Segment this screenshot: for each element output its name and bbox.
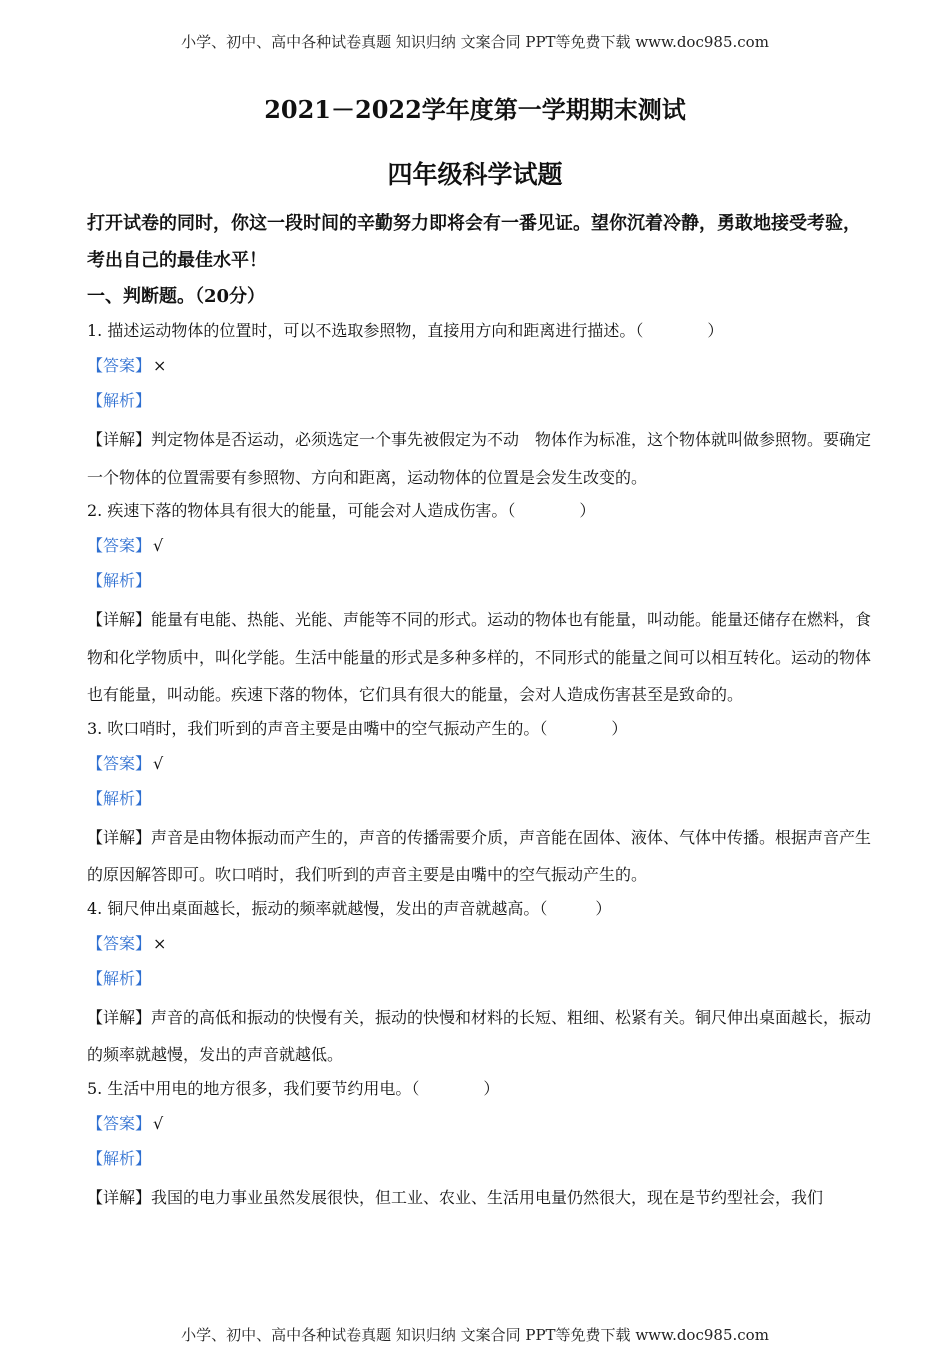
detail-4 (87, 999, 872, 1074)
question-3: 3. 吹口哨时，我们听到的声音主要是由嘴中的空气振动产生的。（ ） (87, 718, 628, 738)
answer-5 (87, 1109, 872, 1144)
answer-2 (87, 531, 872, 566)
question-4: 4. 铜尺伸出桌面越长，振动的频率就越慢，发出的声音就越高。（ ） (87, 898, 612, 918)
answer-mark: √ (153, 753, 164, 773)
answer-4 (87, 929, 872, 964)
analysis-label: 【解析】 (87, 391, 152, 410)
answer-mark: √ (153, 536, 164, 555)
detail-text: 声音的高低和振动的快慢有关，振动的快慢和材料的长短、粗细、松紧有关。铜尺伸出桌面越长，振动的频率就越慢，发出的声音就越低。 (87, 1007, 872, 1064)
exam-subtitle: 四年级科学试题 (387, 160, 563, 189)
page-footer: 小学、初中、高中各种试卷真题 知识归纳 文案合同 PPT等免费下载 www.doc985.com (181, 1326, 769, 1344)
detail-2 (87, 601, 872, 714)
answer-label: 【答案】 (87, 536, 152, 555)
analysis-label: 【解析】 (87, 571, 152, 590)
question-1: 1. 描述运动物体的位置时，可以不选取参照物，直接用方向和距离进行描述。（ ） (87, 321, 724, 340)
analysis-label: 【解析】 (87, 968, 152, 988)
detail-label: 【详解】 (87, 827, 152, 847)
answer-label: 【答案】 (87, 1113, 152, 1133)
section-title: 一、判断题。（20分） (87, 286, 266, 307)
detail-text: 判定物体是否运动，必须选定一个事先被假定为不动 物体作为标准，这个物体就叫做参照物。要确定一个物体的位置需要有参照物、方向和距离，运动物体的位置是会发生改变的。 (87, 430, 872, 487)
detail-label: 【详解】 (87, 1187, 152, 1207)
exam-title: 2021－2022学年度第一学期期末测试 (264, 95, 686, 124)
answer-3 (87, 749, 872, 784)
answer-mark: × (153, 933, 167, 953)
intro-text: 打开试卷的同时，你这一段时间的辛勤努力即将会有一番见证。望你沉着冷静，勇敢地接受考验，考出自己的最佳水平！ (87, 213, 861, 271)
answer-1 (87, 351, 872, 386)
detail-1 (87, 421, 872, 496)
page-header: 小学、初中、高中各种试卷真题 知识归纳 文案合同 PPT等免费下载 www.doc985.com (181, 33, 769, 51)
answer-label: 【答案】 (87, 933, 152, 953)
answer-mark: × (153, 356, 167, 375)
detail-label: 【详解】 (87, 610, 152, 629)
answer-label: 【答案】 (87, 356, 152, 375)
detail-text: 能量有电能、热能、光能、声能等不同的形式。运动的物体也有能量，叫动能。能量还储存在燃料，食物和化学物质中，叫化学能。生活中能量的形式是多种多样的，不同形式的能量之间可以相互转化。运动的物体也有能量，叫动能。疾速下落的物体，它们具有很大的能量，会对人造成伤害甚至是致命的。 (87, 610, 872, 704)
detail-text: 声音是由物体振动而产生的，声音的传播需要介质，声音能在固体、液体、气体中传播。根据声音产生的原因解答即可。吹口哨时，我们听到的声音主要是由嘴中的空气振动产生的。 (87, 827, 872, 884)
analysis-label: 【解析】 (87, 1148, 152, 1168)
question-2: 2. 疾速下落的物体具有很大的能量，可能会对人造成伤害。（ ） (87, 501, 596, 520)
questions-list (87, 316, 872, 1216)
detail-3 (87, 819, 872, 894)
answer-mark: √ (153, 1113, 164, 1133)
detail-text: 我国的电力事业虽然发展很快，但工业、农业、生活用电量仍然很大，现在是节约型社会，我们 (151, 1187, 824, 1207)
detail-label: 【详解】 (87, 430, 152, 449)
detail-5 (87, 1179, 872, 1217)
answer-label: 【答案】 (87, 753, 152, 773)
question-5: 5. 生活中用电的地方很多，我们要节约用电。（ ） (87, 1078, 500, 1098)
analysis-label: 【解析】 (87, 788, 152, 808)
detail-label: 【详解】 (87, 1007, 152, 1027)
